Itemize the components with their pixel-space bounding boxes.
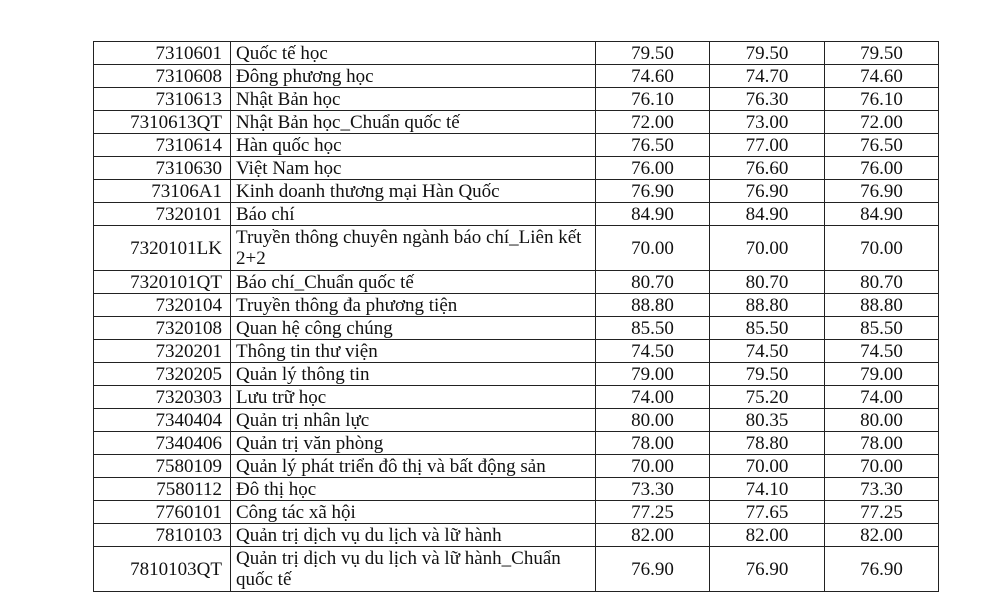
major-code-cell: 7320101LK <box>94 226 231 271</box>
table-row <box>94 111 939 134</box>
table-row <box>94 501 939 524</box>
score-cell-2: 76.90 <box>710 180 825 203</box>
major-code-cell: 7580112 <box>94 478 231 501</box>
major-name-cell: Kinh doanh thương mại Hàn Quốc <box>231 180 596 203</box>
major-name-cell: Thông tin thư viện <box>231 340 596 363</box>
table-row <box>94 409 939 432</box>
score-cell-3: 70.00 <box>825 455 939 478</box>
major-name-cell: Nhật Bản học_Chuẩn quốc tế <box>231 111 596 134</box>
table-row <box>94 42 939 65</box>
score-cell-1: 70.00 <box>596 226 710 271</box>
table-row <box>94 134 939 157</box>
score-cell-2: 79.50 <box>710 363 825 386</box>
score-cell-3: 73.30 <box>825 478 939 501</box>
score-cell-2: 79.50 <box>710 42 825 65</box>
table-row <box>94 203 939 226</box>
score-table-container <box>93 41 939 592</box>
score-cell-1: 88.80 <box>596 294 710 317</box>
score-cell-1: 76.90 <box>596 180 710 203</box>
score-cell-3: 77.25 <box>825 501 939 524</box>
table-row <box>94 226 939 271</box>
table-row <box>94 65 939 88</box>
score-cell-3: 74.50 <box>825 340 939 363</box>
score-cell-3: 85.50 <box>825 317 939 340</box>
major-name-cell: Quản trị nhân lực <box>231 409 596 432</box>
major-code-cell: 7340406 <box>94 432 231 455</box>
major-code-cell: 7320205 <box>94 363 231 386</box>
major-name-cell: Hàn quốc học <box>231 134 596 157</box>
major-code-cell: 7310614 <box>94 134 231 157</box>
major-name-cell: Lưu trữ học <box>231 386 596 409</box>
score-cell-3: 79.50 <box>825 42 939 65</box>
table-row <box>94 340 939 363</box>
major-code-cell: 7310630 <box>94 157 231 180</box>
score-cell-3: 76.90 <box>825 180 939 203</box>
score-cell-3: 70.00 <box>825 226 939 271</box>
score-cell-3: 84.90 <box>825 203 939 226</box>
major-code-cell: 7340404 <box>94 409 231 432</box>
major-name-cell: Đô thị học <box>231 478 596 501</box>
table-row <box>94 180 939 203</box>
score-cell-2: 85.50 <box>710 317 825 340</box>
score-cell-1: 76.00 <box>596 157 710 180</box>
score-cell-1: 85.50 <box>596 317 710 340</box>
table-row <box>94 88 939 111</box>
score-cell-1: 74.50 <box>596 340 710 363</box>
score-table-body <box>94 42 939 592</box>
table-row <box>94 271 939 294</box>
score-table <box>93 41 939 592</box>
score-cell-3: 82.00 <box>825 524 939 547</box>
major-code-cell: 7310608 <box>94 65 231 88</box>
score-cell-3: 74.60 <box>825 65 939 88</box>
major-name-cell: Quản trị dịch vụ du lịch và lữ hành <box>231 524 596 547</box>
table-row <box>94 363 939 386</box>
major-code-cell: 7310613QT <box>94 111 231 134</box>
major-name-cell: Quản lý thông tin <box>231 363 596 386</box>
score-cell-1: 79.50 <box>596 42 710 65</box>
major-code-cell: 7760101 <box>94 501 231 524</box>
major-name-cell: Quản trị văn phòng <box>231 432 596 455</box>
score-cell-2: 88.80 <box>710 294 825 317</box>
score-cell-1: 70.00 <box>596 455 710 478</box>
score-cell-2: 80.35 <box>710 409 825 432</box>
score-cell-3: 79.00 <box>825 363 939 386</box>
score-cell-1: 79.00 <box>596 363 710 386</box>
major-code-cell: 7320101QT <box>94 271 231 294</box>
major-code-cell: 7320101 <box>94 203 231 226</box>
score-cell-2: 74.10 <box>710 478 825 501</box>
score-cell-2: 84.90 <box>710 203 825 226</box>
score-cell-3: 76.10 <box>825 88 939 111</box>
table-row <box>94 317 939 340</box>
major-name-cell: Báo chí_Chuẩn quốc tế <box>231 271 596 294</box>
major-name-cell: Nhật Bản học <box>231 88 596 111</box>
score-cell-1: 84.90 <box>596 203 710 226</box>
score-cell-2: 77.00 <box>710 134 825 157</box>
table-row <box>94 455 939 478</box>
score-cell-3: 72.00 <box>825 111 939 134</box>
score-cell-2: 76.30 <box>710 88 825 111</box>
major-code-cell: 7810103QT <box>94 547 231 592</box>
major-name-cell: Đông phương học <box>231 65 596 88</box>
major-code-cell: 7320104 <box>94 294 231 317</box>
score-cell-3: 78.00 <box>825 432 939 455</box>
table-row <box>94 478 939 501</box>
table-row <box>94 386 939 409</box>
score-cell-2: 70.00 <box>710 226 825 271</box>
major-name-cell: Quốc tế học <box>231 42 596 65</box>
major-code-cell: 7810103 <box>94 524 231 547</box>
major-name-cell: Quan hệ công chúng <box>231 317 596 340</box>
score-cell-1: 74.60 <box>596 65 710 88</box>
score-cell-1: 73.30 <box>596 478 710 501</box>
score-cell-1: 76.50 <box>596 134 710 157</box>
score-cell-1: 82.00 <box>596 524 710 547</box>
table-row <box>94 294 939 317</box>
score-cell-3: 88.80 <box>825 294 939 317</box>
major-code-cell: 7310601 <box>94 42 231 65</box>
score-cell-1: 76.90 <box>596 547 710 592</box>
major-name-cell: Báo chí <box>231 203 596 226</box>
score-cell-2: 70.00 <box>710 455 825 478</box>
major-name-cell: Quản trị dịch vụ du lịch và lữ hành_Chuẩn quốc tế <box>231 547 596 592</box>
score-cell-1: 78.00 <box>596 432 710 455</box>
score-cell-3: 76.90 <box>825 547 939 592</box>
major-code-cell: 7580109 <box>94 455 231 478</box>
score-cell-2: 74.70 <box>710 65 825 88</box>
major-name-cell: Truyền thông chuyên ngành báo chí_Liên kết 2+2 <box>231 226 596 271</box>
major-code-cell: 7310613 <box>94 88 231 111</box>
score-cell-2: 76.60 <box>710 157 825 180</box>
major-code-cell: 7320108 <box>94 317 231 340</box>
score-cell-2: 76.90 <box>710 547 825 592</box>
score-cell-2: 75.20 <box>710 386 825 409</box>
major-name-cell: Truyền thông đa phương tiện <box>231 294 596 317</box>
score-cell-3: 76.00 <box>825 157 939 180</box>
major-name-cell: Công tác xã hội <box>231 501 596 524</box>
score-cell-2: 77.65 <box>710 501 825 524</box>
score-cell-1: 76.10 <box>596 88 710 111</box>
score-cell-3: 80.00 <box>825 409 939 432</box>
table-row <box>94 432 939 455</box>
major-code-cell: 7320201 <box>94 340 231 363</box>
score-cell-2: 82.00 <box>710 524 825 547</box>
major-name-cell: Quản lý phát triển đô thị và bất động sản <box>231 455 596 478</box>
score-cell-2: 78.80 <box>710 432 825 455</box>
score-cell-1: 80.70 <box>596 271 710 294</box>
table-row <box>94 157 939 180</box>
score-cell-3: 76.50 <box>825 134 939 157</box>
score-cell-2: 80.70 <box>710 271 825 294</box>
score-cell-3: 74.00 <box>825 386 939 409</box>
score-cell-1: 80.00 <box>596 409 710 432</box>
score-cell-2: 74.50 <box>710 340 825 363</box>
score-cell-1: 77.25 <box>596 501 710 524</box>
major-code-cell: 7320303 <box>94 386 231 409</box>
score-cell-3: 80.70 <box>825 271 939 294</box>
major-code-cell: 73106A1 <box>94 180 231 203</box>
score-cell-1: 72.00 <box>596 111 710 134</box>
major-name-cell: Việt Nam học <box>231 157 596 180</box>
score-cell-1: 74.00 <box>596 386 710 409</box>
table-row <box>94 524 939 547</box>
score-cell-2: 73.00 <box>710 111 825 134</box>
table-row <box>94 547 939 592</box>
